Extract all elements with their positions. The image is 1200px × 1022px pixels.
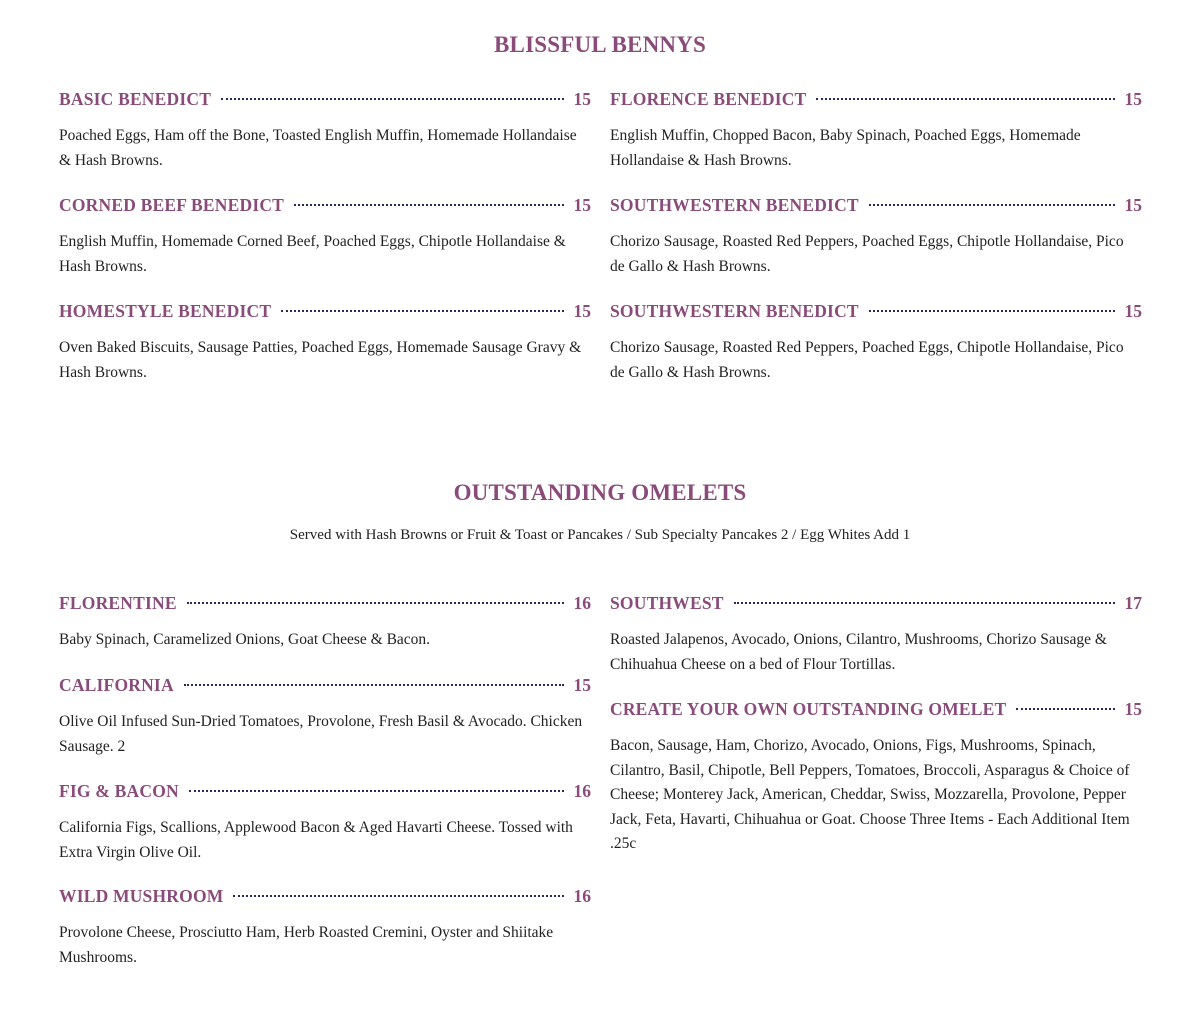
item-price: 15 (573, 675, 591, 695)
item-description: Oven Baked Biscuits, Sausage Patties, Poached Eggs, Homemade Sausage Gravy & Hash Browns. (59, 339, 582, 381)
item-description: California Figs, Scallions, Applewood Bacon & Aged Havarti Cheese. Tossed with Extra Virgin Olive Oil. (59, 819, 573, 861)
menu-item (59, 675, 591, 759)
bennys-left-column (59, 89, 591, 389)
leader-dots (281, 310, 563, 312)
section-title-omelets: OUTSTANDING OMELETS (453, 480, 747, 505)
item-description: English Muffin, Chopped Bacon, Baby Spinach, Poached Eggs, Homemade Hollandaise & Hash Browns. (610, 127, 1081, 169)
item-description: Roasted Jalapenos, Avocado, Onions, Cilantro, Mushrooms, Chorizo Sausage & Chihuahua Cheese on a bed of Flour Tortillas. (610, 631, 1107, 673)
item-price: 15 (1124, 195, 1142, 215)
item-name: CALIFORNIA (59, 675, 174, 695)
item-name: SOUTHWESTERN BENEDICT (610, 195, 859, 215)
item-name: FLORENCE BENEDICT (610, 89, 807, 109)
item-price: 16 (573, 593, 591, 613)
leader-dots (221, 98, 563, 100)
item-price: 15 (1124, 699, 1142, 719)
item-name: FIG & BACON (59, 781, 179, 801)
item-description: Chorizo Sausage, Roasted Red Peppers, Poached Eggs, Chipotle Hollandaise, Pico de Gallo & Hash Browns. (610, 339, 1124, 381)
item-price: 17 (1124, 593, 1142, 613)
leader-dots (294, 204, 563, 206)
item-name: HOMESTYLE BENEDICT (59, 301, 272, 321)
item-name: BASIC BENEDICT (59, 89, 212, 109)
leader-dots (189, 790, 564, 792)
item-name: SOUTHWEST (610, 593, 724, 613)
item-price: 15 (573, 301, 591, 321)
leader-dots (184, 684, 564, 686)
leader-dots (187, 602, 564, 604)
menu-item (59, 195, 591, 279)
section-title-bennys: BLISSFUL BENNYS (494, 32, 706, 57)
item-name: WILD MUSHROOM (59, 886, 224, 906)
menu-item (610, 195, 1142, 279)
item-description: Bacon, Sausage, Ham, Chorizo, Avocado, Onions, Figs, Mushrooms, Spinach, Cilantro, Basil, Chipotle, Bell Peppers, Tomatoes, Broccoli, Asparagus & Choice of Cheese; Monterey Jack, American, Cheddar, Swiss, Mozzarella, Provolone, Pepper Jack, Feta, Havarti, Chihuahua or Goat. Choose Three Items - Each Additional Item .25c (610, 737, 1130, 852)
item-price: 15 (1124, 301, 1142, 321)
item-description: Poached Eggs, Ham off the Bone, Toasted English Muffin, Homemade Hollandaise & Hash Browns. (59, 127, 577, 169)
item-name: FLORENTINE (59, 593, 177, 613)
menu-item (59, 781, 591, 865)
leader-dots (869, 204, 1115, 206)
omelets-right-column (610, 593, 1142, 893)
menu-item (59, 886, 591, 970)
item-description: English Muffin, Homemade Corned Beef, Poached Eggs, Chipotle Hollandaise & Hash Browns. (59, 233, 566, 275)
item-price: 15 (573, 89, 591, 109)
bennys-right-column (610, 89, 1142, 389)
item-description: Provolone Cheese, Prosciutto Ham, Herb Roasted Cremini, Oyster and Shiitake Mushrooms. (59, 924, 554, 966)
item-description: Chorizo Sausage, Roasted Red Peppers, Poached Eggs, Chipotle Hollandaise, Pico de Gallo & Hash Browns. (610, 233, 1124, 275)
leader-dots (816, 98, 1114, 100)
leader-dots (233, 895, 563, 897)
item-name: CORNED BEEF BENEDICT (59, 195, 285, 215)
item-price: 16 (573, 886, 591, 906)
item-price: 15 (573, 195, 591, 215)
menu-item (610, 89, 1142, 173)
item-description: Baby Spinach, Caramelized Onions, Goat Cheese & Bacon. (59, 631, 431, 648)
section-subtitle: Served with Hash Browns or Fruit & Toast or Pancakes / Sub Specialty Pancakes 2 / Egg Whites Add 1 (289, 527, 911, 543)
menu-item (610, 301, 1142, 385)
item-description: Olive Oil Infused Sun-Dried Tomatoes, Provolone, Fresh Basil & Avocado. Chicken Sausage. 2 (59, 713, 583, 755)
leader-dots (1016, 708, 1114, 710)
menu-item (59, 593, 591, 653)
menu-item (610, 593, 1142, 677)
item-name: SOUTHWESTERN BENEDICT (610, 301, 859, 321)
menu-item (610, 699, 1142, 857)
item-price: 15 (1124, 89, 1142, 109)
item-price: 16 (573, 781, 591, 801)
item-name: CREATE YOUR OWN OUTSTANDING OMELET (610, 699, 1007, 719)
omelets-left-column (59, 593, 591, 983)
menu-item (59, 301, 591, 385)
leader-dots (869, 310, 1115, 312)
menu-item (59, 89, 591, 173)
leader-dots (734, 602, 1115, 604)
